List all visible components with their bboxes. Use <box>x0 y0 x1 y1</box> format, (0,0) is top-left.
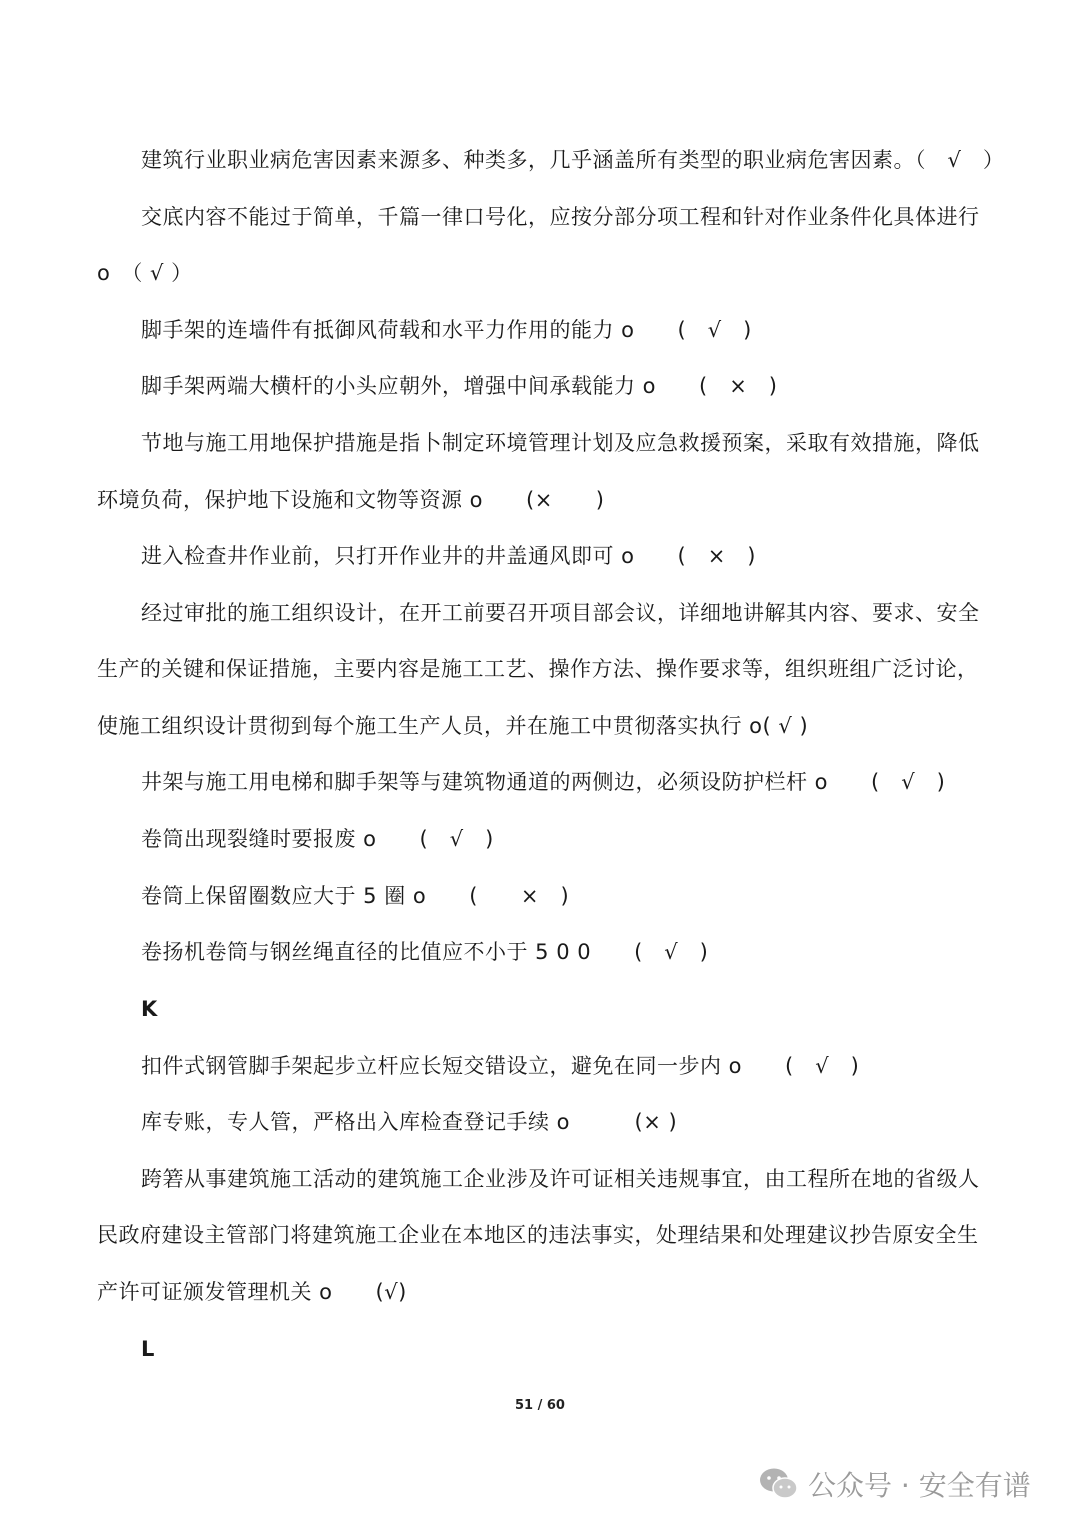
watermark-text: 公众号 · 安全有谱 <box>808 1469 1031 1502</box>
text-line: 产许可证颁发管理机关 o (√) <box>97 1280 407 1304</box>
text-line: 生产的关键和保证措施，主要内容是施工工艺、操作方法、操作要求等，组织班组广泛讨论， <box>97 657 979 681</box>
page-number: 51 / 60 <box>515 1398 565 1413</box>
text-line: 库专账，专人管，严格出入库检查登记手续 o (× ) <box>141 1110 678 1134</box>
section-heading: L <box>141 1337 155 1361</box>
text-line: 扣件式钢管脚手架起步立杆应长短交错设立，避免在同一步内 o ( √ ) <box>141 1054 860 1078</box>
text-line: 经过审批的施工组织设计，在开工前要召开项目部会议，详细地讲解其内容、要求、安全 <box>141 601 980 625</box>
text-line: 建筑行业职业病危害因素来源多、种类多，几乎涵盖所有类型的职业病危害因素。（ √ ） <box>141 148 1005 172</box>
text-line: 卷筒出现裂缝时要报废 o ( √ ) <box>141 827 494 851</box>
text-line: 脚手架两端大横杆的小头应朝外，增强中间承载能力 o ( × ) <box>141 374 778 398</box>
text-line: 交底内容不能过于简单，千篇一律口号化，应按分部分项工程和针对作业条件化具体进行 <box>141 205 980 229</box>
text-line: 进入检查井作业前，只打开作业井的井盖通风即可 o ( × ) <box>141 544 757 568</box>
text-line: 脚手架的连墙件有抵御风荷载和水平力作用的能力 o ( √ ) <box>141 318 752 342</box>
text-line: 环境负荷，保护地下设施和文物等资源 o (× ) <box>97 488 605 512</box>
text-line: 卷扬机卷筒与钢丝绳直径的比值应不小于 5 0 0 ( √ ) <box>141 940 709 964</box>
text-line: 使施工组织设计贯彻到每个施工生产人员，并在施工中贯彻落实执行 o( √ ) <box>97 714 809 738</box>
section-heading: K <box>141 997 158 1021</box>
text-line: 节地与施工用地保护措施是指卜制定环境管理计划及应急救援预案，采取有效措施，降低 <box>141 431 980 455</box>
text-line: 井架与施工用电梯和脚手架等与建筑物通道的两侧边，必须设防护栏杆 o ( √ ) <box>141 770 946 794</box>
text-line: o （ √ ） <box>97 261 193 285</box>
text-line: 卷筒上保留圈数应大于 5 圈 o ( × ) <box>141 884 570 908</box>
watermark <box>758 1464 1031 1504</box>
text-line: 民政府建设主管部门将建筑施工企业在本地区的违法事实，处理结果和处理建议抄告原安全生 <box>97 1223 979 1247</box>
wechat-icon <box>758 1466 800 1502</box>
text-line: 跨箬从事建筑施工活动的建筑施工企业涉及许可证相关违规事宜，由工程所在地的省级人 <box>141 1167 980 1191</box>
